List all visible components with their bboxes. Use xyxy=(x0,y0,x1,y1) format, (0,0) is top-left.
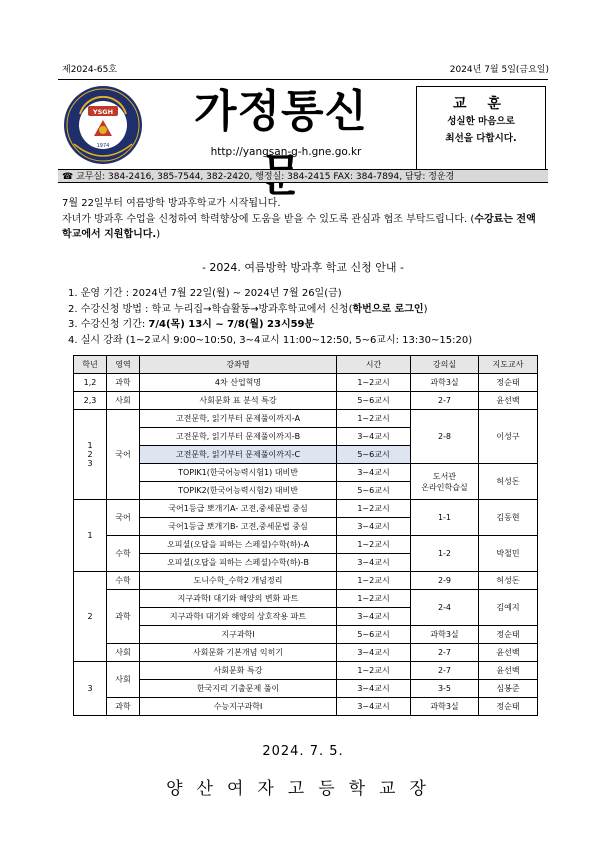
cell-course: TOPIK2(한국어능력시험2) 대비반 xyxy=(140,482,337,500)
cell-room: 과학3실 xyxy=(411,698,479,716)
contact-bar: ☎ 교무실: 384-2416, 385-7544, 382-2420, 행정실: 384-2415 FAX: 384-7894, 담당: 정운경 xyxy=(58,169,548,183)
room-line-2: 온라인학습실 xyxy=(421,482,468,492)
cell-course: TOPIK1(한국어능력시험1) 대비반 xyxy=(140,464,337,482)
cell-course: 고전문학, 읽기부터 문제풀이까지-C xyxy=(140,446,337,464)
cell-area: 과학 xyxy=(107,374,140,392)
svg-text:YSGH: YSGH xyxy=(92,108,114,116)
table-row xyxy=(74,572,538,590)
intro-text: 자녀가 방과후 수업을 신청하여 학력향상에 도움을 받을 수 있도록 관심과 협조 부탁드립니다. ( xyxy=(62,213,475,225)
cell-area: 국어 xyxy=(107,500,140,536)
table-header-row xyxy=(74,356,538,374)
motto-line-2: 최선을 다합시다. xyxy=(445,133,517,144)
cell-area: 국어 xyxy=(107,410,140,500)
cell-area: 사회 xyxy=(107,662,140,698)
table-row xyxy=(74,644,538,662)
newsletter-title: 가정통신 xyxy=(193,86,368,137)
cell-teacher: 심봉준 xyxy=(479,680,538,698)
cell-course: 한국지리 기출문제 풀이 xyxy=(140,680,337,698)
grade-2: 2 xyxy=(87,450,93,459)
cell-area: 과학 xyxy=(107,590,140,644)
cell-course: 오피셜(오답을 피하는 스페셜)수학(하)-B xyxy=(140,554,337,572)
table-row xyxy=(74,464,538,482)
cell-room: 2-8 xyxy=(411,410,479,464)
cell-area: 수학 xyxy=(107,536,140,572)
info-list xyxy=(68,286,548,348)
cell-course: 국어1등급 뽀개기A- 고전,중세문법 중심 xyxy=(140,500,337,518)
cell-time: 3~4교시 xyxy=(337,680,411,698)
cell-teacher: 김예지 xyxy=(479,590,538,626)
letter-header xyxy=(58,79,548,174)
cell-time: 3~4교시 xyxy=(337,608,411,626)
cell-room: 과학3실 xyxy=(411,374,479,392)
cell-area: 수학 xyxy=(107,572,140,590)
cell-teacher: 허성돈 xyxy=(479,464,538,500)
cell-course: 지구과학Ⅰ xyxy=(140,626,337,644)
cell-grade: 1 xyxy=(74,500,107,572)
table-row xyxy=(74,392,538,410)
info-item-app-bold: 7/4(목) 13시 ~ 7/8(월) 23시59분 xyxy=(148,319,315,330)
cell-time: 5~6교시 xyxy=(337,446,411,464)
cell-course: 고전문학, 읽기부터 문제풀이까지-B xyxy=(140,428,337,446)
cell-time: 3~4교시 xyxy=(337,518,411,536)
info-item-method-bold: 학번으로 로그인 xyxy=(352,303,424,315)
school-emblem-icon xyxy=(62,84,144,166)
cell-teacher: 윤선백 xyxy=(479,644,538,662)
cell-time: 3~4교시 xyxy=(337,698,411,716)
cell-room: 2-4 xyxy=(411,590,479,626)
cell-grade: 1,2 xyxy=(74,374,107,392)
cell-grade xyxy=(74,410,107,500)
col-room: 강의실 xyxy=(411,356,479,374)
cell-time: 1~2교시 xyxy=(337,572,411,590)
cell-time: 3~4교시 xyxy=(337,644,411,662)
grade-3: 3 xyxy=(87,459,93,468)
cell-area: 사회 xyxy=(107,392,140,410)
cell-teacher: 윤선백 xyxy=(479,392,538,410)
room-line-1: 도서관 xyxy=(432,471,457,481)
cell-teacher: 정순태 xyxy=(479,626,538,644)
cell-time: 1~2교시 xyxy=(337,500,411,518)
col-grade: 학년 xyxy=(74,356,107,374)
cell-room: 2-7 xyxy=(411,662,479,680)
intro-line-2 xyxy=(62,212,546,243)
cell-time: 5~6교시 xyxy=(337,626,411,644)
cell-room: 1-2 xyxy=(411,536,479,572)
school-motto-box xyxy=(416,86,546,172)
table-row xyxy=(74,500,538,518)
cell-time: 5~6교시 xyxy=(337,482,411,500)
motto-line-1: 성실한 마음으로 xyxy=(447,116,515,127)
cell-teacher: 박철민 xyxy=(479,536,538,572)
cell-area: 사회 xyxy=(107,644,140,662)
cell-time: 3~4교시 xyxy=(337,464,411,482)
motto-title: 교 훈 xyxy=(453,96,509,112)
cell-course: 사회문화 특강 xyxy=(140,662,337,680)
cell-course: 사회문화 기본개념 익히기 xyxy=(140,644,337,662)
intro-tail: ) xyxy=(156,229,161,240)
table-row xyxy=(74,410,538,428)
cell-room: 2-7 xyxy=(411,392,479,410)
school-principal: 양산여자고등학교장 xyxy=(166,779,440,799)
info-item-method-tail: ) xyxy=(423,303,428,315)
info-item-method xyxy=(68,302,548,318)
info-item-app-text: 3. 수강신청 기간: xyxy=(68,319,149,330)
cell-course: 사회문화 표 분석 특강 xyxy=(140,392,337,410)
cell-course: 고전문학, 읽기부터 문제풀이까지-A xyxy=(140,410,337,428)
cell-room: 3-5 xyxy=(411,680,479,698)
info-item-application-period xyxy=(68,317,548,333)
table-row xyxy=(74,680,538,698)
cell-teacher: 이성구 xyxy=(479,410,538,464)
cell-time: 1~2교시 xyxy=(337,662,411,680)
course-table xyxy=(73,355,538,716)
cell-teacher: 정순태 xyxy=(479,374,538,392)
cell-grade: 2 xyxy=(74,572,107,662)
issue-date: 2024년 7월 5일(금요일) xyxy=(449,65,549,75)
cell-teacher: 정순태 xyxy=(479,698,538,716)
cell-teacher: 윤선백 xyxy=(479,662,538,680)
cell-room: 과학3실 xyxy=(411,626,479,644)
info-item-courses: 4. 실시 강좌 (1~2교시 9:00~10:50, 3~4교시 11:00~12:50, 5~6교시: 13:30~15:20) xyxy=(68,334,473,346)
cell-course: 오피셜(오답을 피하는 스페셜)수학(하)-A xyxy=(140,536,337,554)
footer-date: 2024. 7. 5. xyxy=(262,744,344,759)
cell-room: 1-1 xyxy=(411,500,479,536)
intro-line-1: 7월 22일부터 여름방학 방과후학교가 시작됩니다. xyxy=(62,198,281,209)
issue-number: 제2024-65호 xyxy=(62,65,117,75)
table-row xyxy=(74,590,538,608)
col-time: 시간 xyxy=(337,356,411,374)
cell-grade: 3 xyxy=(74,662,107,716)
cell-time: 1~2교시 xyxy=(337,410,411,428)
cell-course: 지구과학Ⅰ 대기와 해양의 변화 파트 xyxy=(140,590,337,608)
cell-course: 도니수학_수학2 개념정리 xyxy=(140,572,337,590)
cell-time: 1~2교시 xyxy=(337,590,411,608)
intro-bold: 수강료는 전액 학교에서 지원합니다. xyxy=(62,213,536,240)
table-row xyxy=(74,374,538,392)
cell-time: 1~2교시 xyxy=(337,536,411,554)
cell-course: 지구과학Ⅰ 대기와 해양의 상호작용 파트 xyxy=(140,608,337,626)
cell-teacher: 김동현 xyxy=(479,500,538,536)
table-row xyxy=(74,698,538,716)
cell-time: 3~4교시 xyxy=(337,554,411,572)
table-row xyxy=(74,536,538,554)
col-teacher: 지도교사 xyxy=(479,356,538,374)
cell-room: 2-7 xyxy=(411,644,479,662)
svg-text:1974: 1974 xyxy=(96,143,110,149)
info-item-method-text: 2. 수강신청 방법 : 학교 누리집→학습활동→방과후학교에서 신청( xyxy=(68,303,353,315)
cell-grade: 2,3 xyxy=(74,392,107,410)
cell-teacher: 허성돈 xyxy=(479,572,538,590)
table-row xyxy=(74,662,538,680)
cell-time: 3~4교시 xyxy=(337,428,411,446)
table-row xyxy=(74,626,538,644)
school-url: http://yangsan-g-h.gne.go.kr xyxy=(210,146,362,158)
info-item-period: 1. 운영 기간 : 2024년 7월 22일(월) ~ 2024년 7월 26일(금) xyxy=(68,288,342,299)
cell-course: 수능지구과학Ⅰ xyxy=(140,698,337,716)
cell-room xyxy=(411,464,479,500)
col-area: 영역 xyxy=(107,356,140,374)
cell-course: 4차 산업혁명 xyxy=(140,374,337,392)
cell-time: 1~2교시 xyxy=(337,374,411,392)
cell-course: 국어1등급 뽀개기B- 고전,중세문법 중심 xyxy=(140,518,337,536)
cell-time: 5~6교시 xyxy=(337,392,411,410)
section-subtitle: - 2024. 여름방학 방과후 학교 신청 안내 - xyxy=(201,261,405,274)
cell-room: 2-9 xyxy=(411,572,479,590)
col-course: 강좌명 xyxy=(140,356,337,374)
grade-1: 1 xyxy=(87,441,93,450)
cell-area: 과학 xyxy=(107,698,140,716)
intro-paragraph xyxy=(62,196,546,243)
